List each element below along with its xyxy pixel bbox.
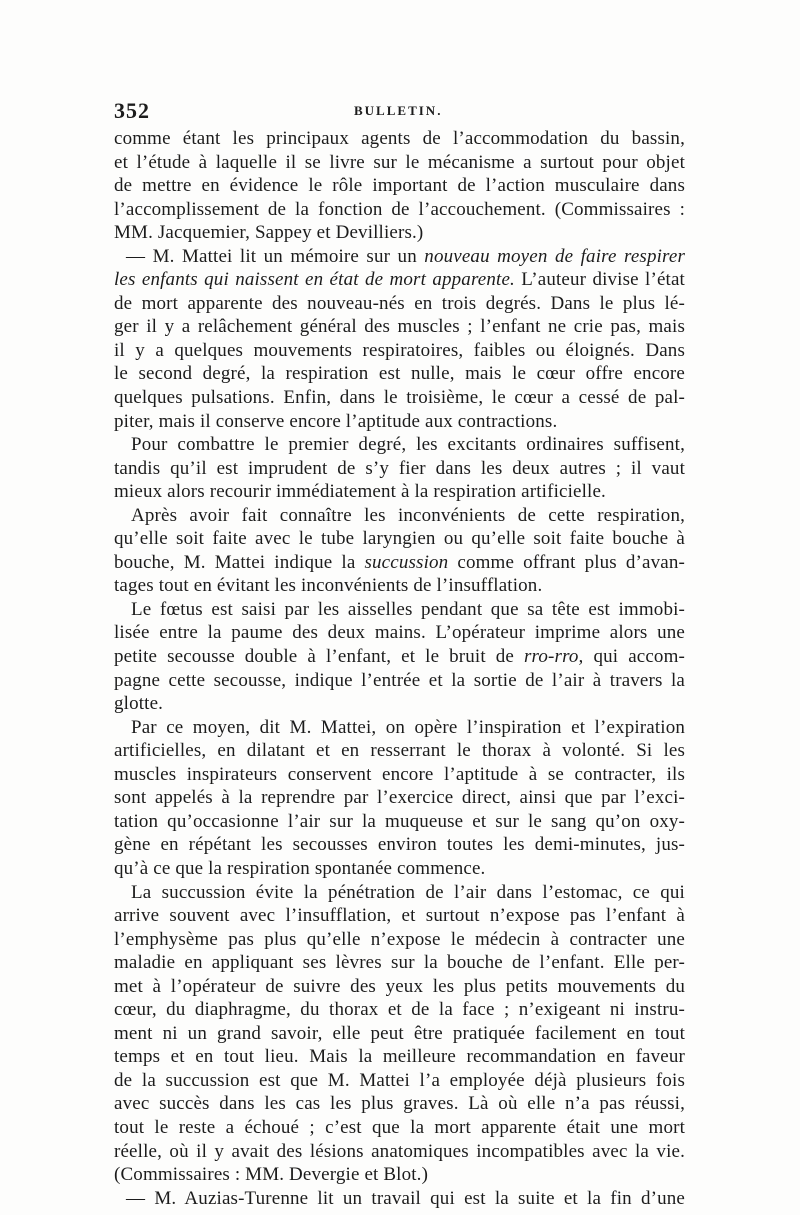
text-line: arrive souvent avec l’insufflation, et surtout n’expose pas l’enfant à	[114, 905, 685, 927]
running-head: BULLETIN.	[354, 103, 443, 118]
text-line	[114, 268, 685, 292]
text-line: lisée entre la paume des deux mains. L’opérateur imprime alors une	[114, 622, 685, 644]
text-line: l’emphysème pas plus qu’elle n’expose le médecin à contracter une	[114, 928, 685, 950]
text-line: qu’à ce que la respiration spontanée commence.	[114, 857, 486, 879]
text-line: tandis qu’il est imprudent de s’y fier dans les deux autres ; il vaut	[114, 457, 685, 479]
text-line: tout le reste a échoué ; c’est que la mort apparente était une mort	[114, 1116, 685, 1138]
italic-segment: succussion	[364, 551, 449, 573]
text-line: le second degré, la respiration est nulle, mais le cœur offre encore	[114, 363, 685, 385]
text-line: gène en répétant les secousses environ toutes les demi-minutes, jus-	[114, 834, 685, 856]
text-line: temps et en tout lieu. Mais la meilleure recommandation en faveur	[114, 1046, 685, 1068]
text-line: comme étant les principaux agents de l’accommodation du bassin,	[114, 128, 685, 149]
text-line: sont appelés à la reprendre par l’exercice direct, ainsi que par l’exci-	[114, 787, 685, 809]
text-line: piter, mais il conserve encore l’aptitude aux contractions.	[114, 410, 558, 432]
italic-segment: rro-rro,	[524, 646, 584, 668]
text-line: La succussion évite la pénétration de l’air dans l’estomac, ce qui	[131, 881, 685, 903]
text-line: met à l’opérateur de suivre des yeux les plus petits mouvements du	[114, 975, 685, 997]
line-segment: qui accom-	[583, 646, 685, 668]
page-header	[114, 98, 684, 124]
text-line: muscles inspirateurs conservent encore l’aptitude à se contracter, ils	[114, 763, 685, 785]
line-segment: bouche, M. Mattei indique la	[114, 551, 365, 573]
text-line: artificielles, en dilatant et en resserrant le thorax à volonté. Si les	[114, 740, 685, 762]
text-line: pagne cette secousse, indique l’entrée et la sortie de l’air à travers la	[114, 669, 685, 691]
text-line: (Commissaires : MM. Devergie et Blot.)	[114, 1164, 429, 1186]
text-line: ger il y a relâchement général des muscles ; l’enfant ne crie pas, mais	[114, 316, 685, 338]
text-line: qu’elle soit faite avec le tube laryngien ou qu’elle soit faite bouche à	[114, 528, 685, 550]
text-line: mieux alors recourir immédiatement à la respiration artificielle.	[114, 481, 606, 503]
text-line: de mettre en évidence le rôle important de l’action musculaire dans	[114, 175, 685, 197]
text-line: tation qu’occasionne l’air sur la muqueuse et sur le sang qu’on oxy-	[114, 810, 685, 832]
italic-segment: les enfants qui naissent en état de mort apparente.	[114, 269, 515, 291]
text-line	[114, 245, 685, 269]
text-line: de la succussion est que M. Mattei l’a employée déjà plusieurs fois	[114, 1069, 685, 1091]
text-line: glotte.	[114, 693, 164, 715]
text-line: avec succès dans les cas les plus graves. Là où elle n’a pas réussi,	[114, 1093, 685, 1115]
text-line: ment ni un grand savoir, elle peut être pratiquée facilement en tout	[114, 1022, 685, 1044]
text-line: Le fœtus est saisi par les aisselles pendant que sa tête est immobi-	[131, 598, 685, 620]
text-line: de mort apparente des nouveau-nés en trois degrés. Dans le plus lé-	[114, 292, 685, 314]
text-line	[114, 551, 685, 575]
italic-segment: nouveau moyen de faire respirer	[424, 245, 686, 267]
body-text	[114, 127, 685, 1210]
line-segment: L’auteur divise l’état	[514, 269, 685, 291]
text-line	[114, 645, 685, 669]
text-line: et l’étude à laquelle il se livre sur le mécanisme a surtout pour objet	[114, 151, 685, 173]
text-line: l’accomplissement de la fonction de l’accouchement. (Commissaires :	[114, 198, 685, 220]
text-line: réelle, où il y avait des lésions anatomiques incompatibles avec la vie.	[114, 1140, 685, 1162]
text-line: il y a quelques mouvements respiratoires, faibles ou éloignés. Dans	[114, 339, 685, 361]
line-segment: comme offrant plus d’avan-	[448, 551, 685, 573]
text-line: maladie en appliquant ses lèvres sur la bouche de l’enfant. Elle per-	[114, 952, 685, 974]
line-segment: — M. Mattei lit un mémoire sur un	[126, 245, 425, 267]
text-line: — M. Auzias-Turenne lit un travail qui est la suite et la fin d’une	[126, 1187, 685, 1209]
text-line: Pour combattre le premier degré, les excitants ordinaires suffisent,	[131, 434, 685, 456]
text-line: Après avoir fait connaître les inconvénients de cette respiration,	[131, 504, 685, 526]
text-line: tages tout en évitant les inconvénients de l’insufflation.	[114, 575, 543, 597]
text-line: MM. Jacquemier, Sappey et Devilliers.)	[114, 222, 424, 244]
text-line: Par ce moyen, dit M. Mattei, on opère l’inspiration et l’expiration	[131, 716, 685, 738]
line-segment: petite secousse double à l’enfant, et le bruit de	[114, 646, 525, 668]
text-line: cœur, du diaphragme, du thorax et de la face ; n’exigeant ni instru-	[114, 999, 685, 1021]
text-line: quelques pulsations. Enfin, dans le troisième, le cœur a cessé de pal-	[114, 387, 685, 409]
page-number: 352	[114, 98, 150, 123]
